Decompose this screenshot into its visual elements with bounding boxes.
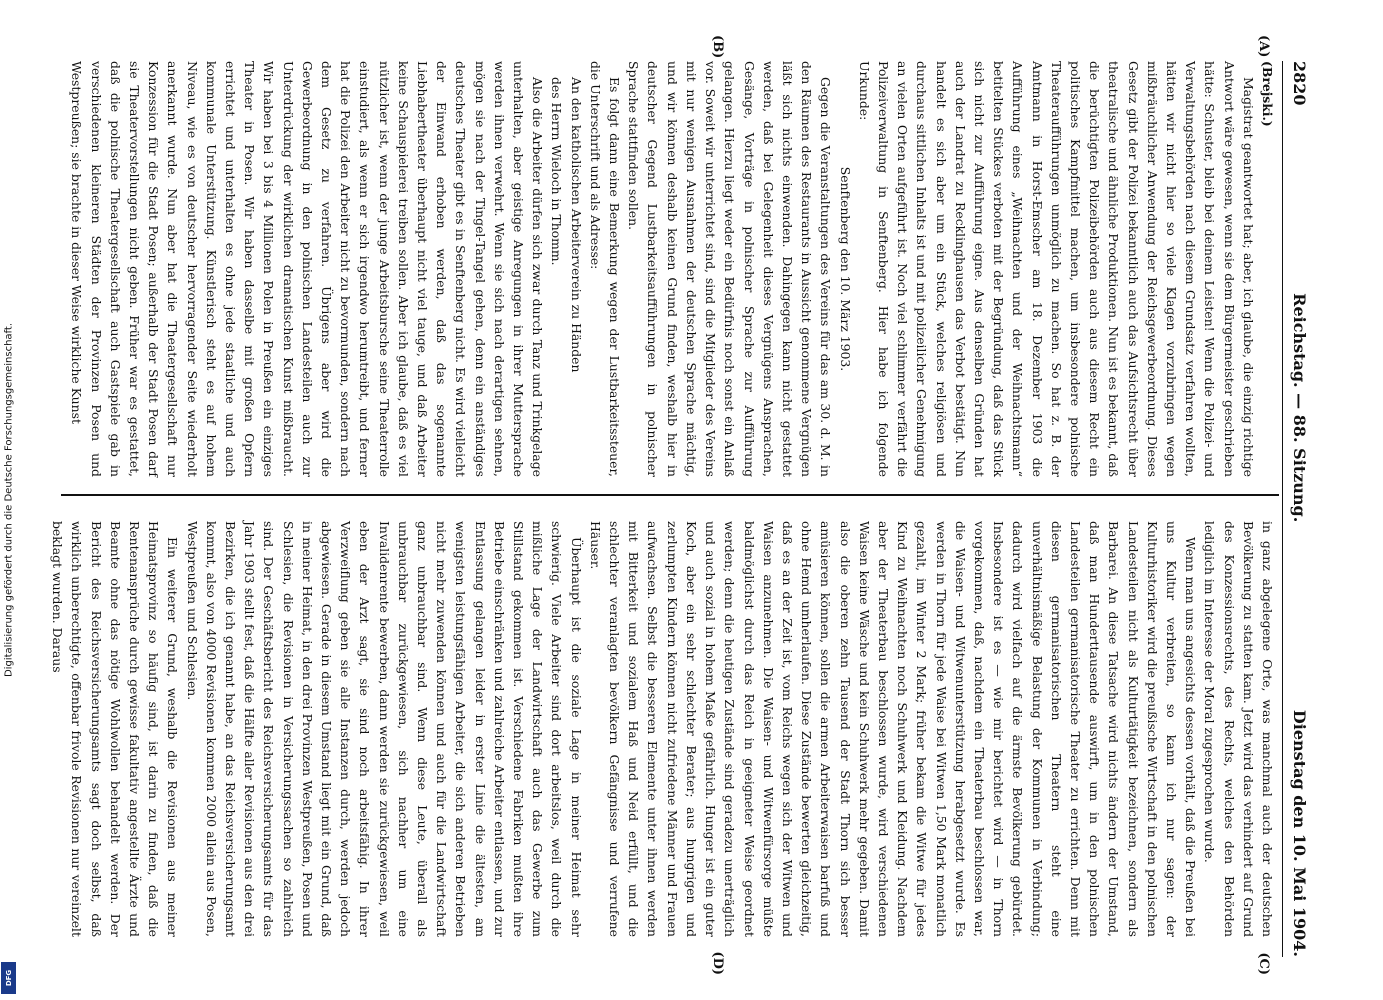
dfg-logo	[1, 962, 16, 994]
digitization-credit	[2, 40, 16, 960]
header-rule	[1282, 61, 1283, 957]
paragraph: Ein weiterer Grund, weshalb die Revisionen aus meiner Heimatsprovinz so häufig sind, ist darin zu finden, daß die Rentenansprüche durch gewisse fakultativ angestellte Ärzte und Beamte ohne das nötige Wohlwollen behandelt werden. Der Bericht des Reichsversicherungsamts sagt doch selbst, daß wirklich unberechtigte, offenbar frivole Revisionen nur vereinzelt beklagt wurden. Daraus	[49, 521, 180, 937]
paragraph: Also die Arbeiter dürfen sich zwar durch Tanz und Trinkgelage unterhalten, aber geistige Anregungen in ihrer Muttersprache werden ihnen verwehrt. Wenn sie sich nach derartigen sehnen, mögen sie nach der Tingel-Tangel gehen, denn ein anständiges deutsches Theater gibt es in Senftenberg nicht. Es wird vielleicht der Einwand erhoben werden, daß das sogenannte Liebhabertheater überhaupt nicht viel tauge, und daß Arbeiter keine Schauspielerei treiben sollen. Aber ich glaube, daß es viel nützlicher ist, wenn der junge Arbeitsbursche seine Theaterrolle einstudiert, als wenn er sich irgendwo herumtreibt, und ferner hat die Polizei den Arbeiter nicht zu bevormunden, sondern nach dem Gesetz zu verfahren. Übrigens aber wird die Gewerbeordnung in den polnischen Landesteilen auch zur Unterdrückung der wirklichen dramatischen Kunst mißbraucht. Wir haben bei 3 bis 4 Millionen Polen in Preußen ein einziges Theater in Posen. Wir haben dasselbe mit großen Opfern errichtet und unterhalten es ohne jede staatliche und auch kommunale Unterstützung. Künstlerisch steht es auf hohem Niveau, wie es von deutscher hervorragender Seite wiederholt anerkannt wurde. Nun aber hat die Theatergesellschaft nur Konzession für die Stadt Posen; außerhalb der Stadt Posen darf sie Theatervorstellungen nicht geben. Früher war es gestattet, daß die polnische Theatergesellschaft auch Gastspiele gab in verschiedenen kleineren Städten der Provinzen Posen und Westpreußen; sie brachte in dieser Weise wirkliche Kunst	[68, 61, 545, 477]
page-title: Reichstag. — 88. Sitzung.	[1290, 293, 1309, 523]
paragraph: Magistrat geantwortet hat; aber, ich glaube, die einzig richtige Antwort wäre gewesen, wenn sie dem Bürgermeister geschrieben hätte: Schuster, bleib bei deinem Leisten! Wenn die Polizei- und Verwaltungsbehörden nach diesem Grundsatz verfahren wollten, hätten wir nicht hier so viele Klagen vorzubringen wegen mißbräuchlicher Anwendung der Reichsgewerbeordnung. Dieses Gesetz gibt der Polizei bekanntlich auch das Aufsichtsrecht über theatralische und ähnliche Produktionen. Nun ist es bekannt, daß die berüchtigten Polizeibehörden auch aus diesem Recht ein politisches Kampfmittel machen, um insbesondere polnische Theateraufführungen unmöglich zu machen. So hat z. B. der Amtmann in Horst-Emscher am 18. Dezember 1903 die Aufführung eines „Weihnachten und der Weihnachtsmann“ betitelten Stückes verboten mit der Begründung, daß das Stück sich nicht zur Aufführung eigne. Aus denselben Gründen hat auch der Landrat zu Recklinghausen das Verbot bestätigt. Nun handelt es sich aber um ein Stück, welches religiösen und durchaus sittlichen Inhalts ist und mit polizeilicher Genehmigung an vielen Orten aufgeführt ist. Noch viel schlimmer verfährt die Polizeiverwaltung in Senftenberg. Hier habe ich folgende Urkunde:	[856, 61, 1256, 477]
left-column	[67, 61, 1277, 477]
letter-date: Senftenberg den 10. März 1903.	[837, 166, 853, 372]
rotated-document-page	[49, 31, 1323, 975]
page-number: 2820	[1290, 61, 1309, 106]
address-line: des Herrn Wieloch in Thomm.	[548, 77, 564, 266]
margin-marker-b: (B)	[709, 35, 725, 59]
paragraph: Wenn man uns angesichts dessen vorhält, daß die Preußen bei uns Kultur verbreiten, so kann ich nur sagen: der Kulturhistoriker wird die preußische Wirtschaft in den polnischen Landesteilen nicht als Kulturtätigkeit bezeichnen, sondern als Barbarei. An diese Tatsache wird nichts ändern der Umstand, daß man Hunderttausende auswirft, um in den polnischen Landesteilen germanisatorische Theater zu errichten. Denn mit diesen germanisatorischen Theatern steht eine unverhältnismäßige Belastung der Kommunen in Verbindung; dadurch wird vielfach auf die ärmste Bevölkerung gebürdet. Insbesondere ist es — wie mir berichtet wird — in Thorn vorgekommen, daß, nachdem ein Theaterbau beschlossen war, die Waisen- und Witwenunterstützung herabgesetzt wurde. Es werden in Thorn für jede Waise bei Witwen 1,50 Mark monatlich gezahlt, im Winter 2 Mark; früher bekam die Witwe für jedes Kind zu Weihnachten noch Schuhwerk und Kleidung. Nachdem aber der Theaterbau beschlossen wurde, wird verschiedenen Waisen keine Wäsche und kein Schuhwerk mehr gegeben. Damit also die oberen zehn Tausend der Stadt Thorn sich besser amüsieren können, sollen die armen Arbeiterwaisen barfuß und ohne Hemd umherlaufen. Diese Zustände bewerten gleichzeitig, daß es an der Zeit ist, vom Reichs wegen sich der Witwen und Waisen anzunehmen. Die Waisen- und Witwenfürsorge müßte baldmöglichst durch das Reich in geeigneter Weise geordnet werden; denn die heutigen Zustände sind geradezu unerträglich und auch sozial in hohem Maße gefährlich. Hunger ist ein guter Koch, aber ein sehr schlechter Berater; aus hungrigen und zerlumpten Kindern können nicht zufriedene Männer und Frauen aufwachsen. Selbst die besseren Elemente unter ihnen werden mit Bitterkeit und sozialem Haß und Neid erfüllt, und die schlechter veranlagten bevölkern Gefängnisse und verrufene Häuser.	[587, 521, 1198, 937]
letter-body: Gegen die Veranstaltungen des Vereins für das am 30. d. M. in den Räumen des Restaurants in Aussicht genommene Vergnügen läßt sich nichts einwenden. Dahingegen kann nicht gestattet werden, daß bei Gelegenheit dieses Vergnügens Ansprachen, Gesänge, Vorträge in polnischer Sprache zur Aufführung gelangen. Hierzu liegt weder ein Bedürfnis noch sonst ein Anlaß vor. Soweit wir unterrichtet sind, sind die Mitglieder des Vereins mit nur wenigen Ausnahmen der deutschen Sprache mächtig, und wir können deshalb keinen Grund finden, weshalb hier in deutscher Gegend Lustbarkeitsaufführungen in polnischer Sprache stattfinden sollen.	[625, 61, 833, 477]
address-line: An den katholischen Arbeiterverein zu Händen	[568, 77, 584, 373]
paragraph: Überhaupt ist die soziale Lage in meiner Heimat sehr schwierig. Viele Arbeiter sind dort arbeitslos, weil durch die mißliche Lage der Landwirtschaft auch das Gewerbe zum Stillstand gekommen ist. Verschiedene Fabriken mußten ihre Betriebe einschränken und zahlreiche Arbeiter entlassen, und zur Entlassung gelangen leider in erster Linie die ältesten, am wenigsten leistungsfähigen Arbeiter, die sich anderen Betrieben nicht mehr zuwenden können und auch für die Landwirtschaft ganz unbrauchbar sind. Wenn diese Leute, überall als unbrauchbar zurückgewiesen, sich nachher um eine Invalidenrente bewerben, dann werden sie zurückgewiesen, weil eben der Arzt sagt, sie sind noch arbeitsfähig. In ihrer Verzweiflung geben sie alle Instanzen durch, werden jedoch abgewiesen. Gerade in diesem Umstand liegt mit ein Grund, daß in meiner Heimat, in den drei Provinzen Westpreußen, Posen und Schlesien, die Revisionen in Versicherungssachen so zahlreich sind. Der Geschäftsbericht des Reichsversicherungsamts für das Jahr 1903 stellt fest, daß die Hälfte aller Revisionen aus den drei Bezirken, die ich genannt habe, an das Reichsversicherungsamt kommt, also von 4000 Revisionen kommen 2000 allein aus Posen, Westpreußen und Schlesien.	[184, 521, 584, 937]
digitization-credit-text: Digitalisierung gefördert durch die Deutsche Forschungsgemeinschaft.	[3, 322, 15, 678]
margin-marker-c: (C)	[1255, 952, 1271, 975]
right-column	[48, 521, 1277, 937]
dfg-logo-text: DFG	[4, 969, 13, 987]
page-date: Dienstag den 10. Mai 1904.	[1290, 709, 1309, 957]
remark: Es folgt dann eine Bemerkung wegen der Lustbarkeitssteuer, die Unterschrift und als Adresse:	[587, 61, 622, 477]
speaker-name: (Brejski.)	[1259, 61, 1275, 127]
column-divider	[61, 494, 1279, 496]
page-header	[1285, 61, 1315, 957]
margin-marker-a: (A)	[1255, 35, 1271, 58]
margin-marker-d: (D)	[709, 951, 725, 975]
paragraph: in ganz abgelegene Orte, was manchmal auch der deutschen Bevölkerung zu statten kam. Jetzt wird das verhindert auf Grund des Konzessionsrechts, des Rechts, welches den Behörden lediglich im Interesse der Moral zugesprochen wurde.	[1201, 521, 1275, 937]
